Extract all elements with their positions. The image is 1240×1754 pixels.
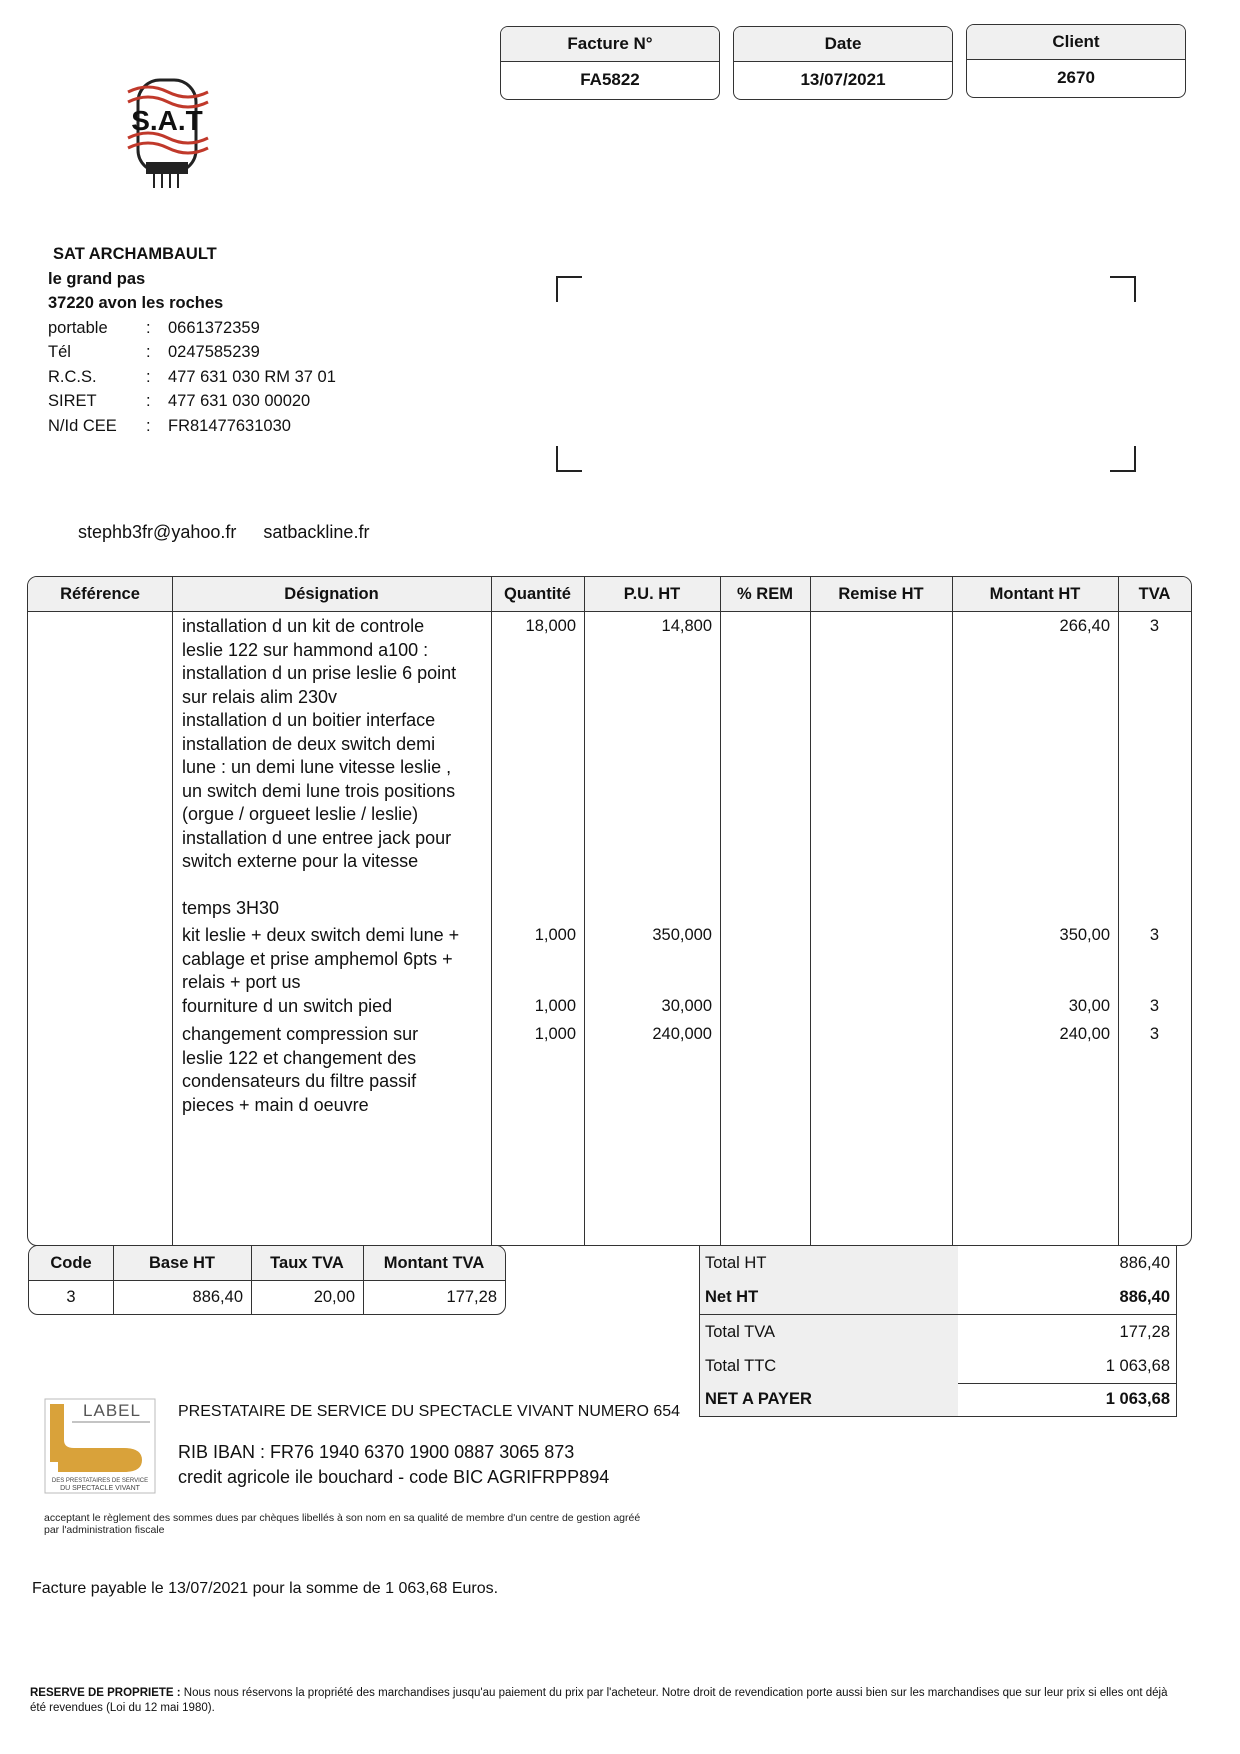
company-row-sep: : [146, 367, 151, 386]
client-box [966, 24, 1186, 98]
desc-line: installation d un kit de controle [182, 616, 425, 636]
total-label: NET A PAYER [700, 1382, 958, 1416]
company-row [48, 316, 336, 341]
line-quantite: 18,000 [525, 617, 576, 635]
line-quantite: 1,000 [534, 926, 576, 944]
cga-text: acceptant le règlement des sommes dues par chèques libellés à son nom en sa qualité de membre d'un centre de gestion agréé par l'administration fiscale [44, 1512, 641, 1536]
company-row [48, 365, 336, 390]
company-row [48, 389, 336, 414]
reserve-propriete [30, 1686, 1180, 1716]
invoice-number-label: Facture N° [501, 27, 719, 62]
payable-text: Facture payable le 13/07/2021 pour la somme de 1 063,68 Euros. [32, 1580, 499, 1597]
company-row [48, 340, 336, 365]
line-tva: 3 [1149, 1025, 1160, 1043]
desc-line: leslie 122 sur hammond a100 : [182, 639, 429, 660]
client-value: 2670 [1057, 68, 1095, 87]
logo-text: S.A.T [131, 105, 203, 136]
label-word: LABEL [83, 1401, 141, 1420]
desc-line: changement compression sur [182, 1024, 419, 1044]
company-row-value: 477 631 030 RM 37 01 [168, 367, 336, 386]
invoice-number-box [500, 26, 720, 100]
line-designation [182, 995, 482, 1019]
items-table [27, 576, 1192, 1246]
total-label: Net HT [700, 1280, 958, 1314]
company-row-sep: : [146, 343, 151, 361]
desc-line: installation d un boitier interface [182, 710, 436, 730]
line-montant: 266,40 [1059, 617, 1110, 635]
company-row-sep: : [146, 392, 151, 410]
company-row-value: 0661372359 [168, 318, 260, 337]
date-value: 13/07/2021 [800, 70, 886, 89]
desc-line: cablage et prise amphemol 6pts + [182, 948, 453, 969]
tva-col-code: Code [50, 1254, 92, 1272]
line-montant: 240,00 [1059, 1025, 1110, 1043]
company-row-key: SIRET [48, 392, 97, 410]
col-tva: TVA [1138, 585, 1171, 603]
col-remise-ht: Remise HT [838, 585, 924, 603]
total-ht-row [700, 1246, 1176, 1280]
col-quantite: Quantité [504, 585, 571, 603]
line-designation [182, 924, 482, 995]
frame-corner [1110, 446, 1136, 472]
email-text: stephb3fr@yahoo.fr [78, 522, 237, 542]
desc-line: installation d un prise leslie 6 point [182, 663, 457, 683]
company-row [48, 414, 336, 439]
line-pu: 350,000 [652, 926, 712, 944]
company-row-key: Tél [48, 343, 71, 361]
company-row-key: portable [48, 318, 108, 337]
total-value: 177,28 [1119, 1323, 1170, 1341]
line-pu: 30,000 [661, 997, 712, 1015]
desc-line: fourniture d un switch pied [182, 996, 393, 1016]
desc-line: pieces + main d oeuvre [182, 1094, 369, 1115]
rib-block [178, 1440, 609, 1490]
company-row-value: FR81477631030 [168, 416, 291, 435]
col-rem: % REM [737, 585, 793, 603]
line-tva: 3 [1149, 617, 1160, 635]
prestataire-text: PRESTATAIRE DE SERVICE DU SPECTACLE VIVANT NUMERO 654 [178, 1403, 681, 1420]
tva-taux: 20,00 [313, 1288, 355, 1306]
website-text: satbackline.fr [263, 522, 370, 542]
line-designation [182, 1023, 482, 1117]
total-tva-row [700, 1315, 1176, 1349]
frame-corner [556, 446, 582, 472]
desc-line: installation d une entree jack pour [182, 827, 452, 848]
line-pu: 240,000 [652, 1025, 712, 1043]
col-pu-ht: P.U. HT [623, 585, 681, 603]
desc-line: lune : un demi lune vitesse leslie , [182, 757, 452, 777]
company-name: SAT ARCHAMBAULT [53, 245, 217, 263]
company-row-sep: : [146, 416, 151, 435]
company-row-value: 0247585239 [168, 343, 260, 361]
total-value: 1 063,68 [1105, 1357, 1170, 1375]
company-row-key: R.C.S. [48, 367, 97, 386]
company-row-value: 477 631 030 00020 [168, 392, 311, 410]
line-montant: 30,00 [1068, 997, 1110, 1015]
desc-line: (orgue / orgueet leslie / leslie) [182, 804, 419, 824]
company-row-sep: : [146, 318, 151, 337]
label-sub1: DES PRESTATAIRES DE SERVICE [51, 1478, 149, 1484]
tva-col-base: Base HT [148, 1254, 216, 1272]
label-logo-icon [44, 1398, 156, 1494]
col-reference: Référence [60, 585, 140, 603]
tva-code: 3 [66, 1288, 76, 1306]
col-montant-ht: Montant HT [989, 585, 1081, 603]
total-value: 886,40 [1119, 1254, 1170, 1272]
totals-table [699, 1245, 1177, 1417]
tva-table [28, 1245, 506, 1315]
reserve-text: Nous nous réservons la propriété des marchandises jusqu'au paiement du prix par l'acheteur. Notre droit de revendication porte aussi bien sur les marchandises que sur leur prix si elles ont déjà été revendues (Loi du 12 mai 1980). [30, 1687, 1168, 1714]
line-designation [182, 615, 482, 921]
tva-base: 886,40 [192, 1288, 243, 1306]
desc-line: leslie 122 et changement des [182, 1047, 417, 1068]
line-montant: 350,00 [1059, 926, 1110, 944]
desc-line: installation de deux switch demi [182, 733, 436, 754]
col-designation: Désignation [284, 585, 379, 603]
line-tva: 3 [1149, 926, 1160, 944]
rib-line1: RIB IBAN : FR76 1940 6370 1900 0887 3065 873 [178, 1442, 575, 1462]
invoice-number-value: FA5822 [580, 70, 640, 89]
tva-col-montant: Montant TVA [383, 1254, 485, 1272]
rib-line2: credit agricole ile bouchard - code BIC AGRIFRPP894 [178, 1467, 610, 1487]
company-address1: le grand pas [48, 269, 146, 288]
date-box [733, 26, 953, 100]
company-address2: 37220 avon les roches [48, 294, 224, 312]
net-a-payer-row [700, 1382, 1176, 1416]
desc-line: kit leslie + deux switch demi lune + [182, 925, 460, 945]
client-label: Client [967, 25, 1185, 60]
total-value: 1 063,68 [1105, 1390, 1170, 1408]
desc-line: switch externe pour la vitesse [182, 851, 419, 871]
desc-line: un switch demi lune trois positions [182, 780, 456, 801]
frame-corner [556, 276, 582, 302]
company-info [48, 242, 336, 438]
date-label: Date [734, 27, 952, 62]
tva-montant: 177,28 [446, 1288, 497, 1306]
line-quantite: 1,000 [534, 997, 576, 1015]
frame-corner [1110, 276, 1136, 302]
company-row-key: N/Id CEE [48, 416, 117, 435]
desc-line: condensateurs du filtre passif [182, 1071, 417, 1091]
tva-col-taux: Taux TVA [270, 1254, 344, 1272]
reserve-title: RESERVE DE PROPRIETE : [30, 1687, 181, 1699]
total-label: Total TVA [700, 1315, 958, 1349]
line-pu: 14,800 [661, 617, 712, 635]
total-ttc-row [700, 1349, 1176, 1384]
line-tva: 3 [1149, 997, 1160, 1015]
desc-line: temps 3H30 [182, 898, 280, 918]
net-ht-row [700, 1280, 1176, 1315]
total-value: 886,40 [1119, 1288, 1170, 1306]
label-sub2: DU SPECTACLE VIVANT [60, 1485, 140, 1492]
desc-line: relais + port us [182, 972, 301, 992]
desc-line: sur relais alim 230v [182, 686, 338, 707]
contact-line [78, 522, 391, 543]
total-label: Total TTC [700, 1349, 958, 1383]
line-quantite: 1,000 [534, 1025, 576, 1043]
tube-logo-icon [108, 60, 228, 190]
desc-spacer [182, 874, 482, 898]
total-label: Total HT [700, 1246, 958, 1280]
